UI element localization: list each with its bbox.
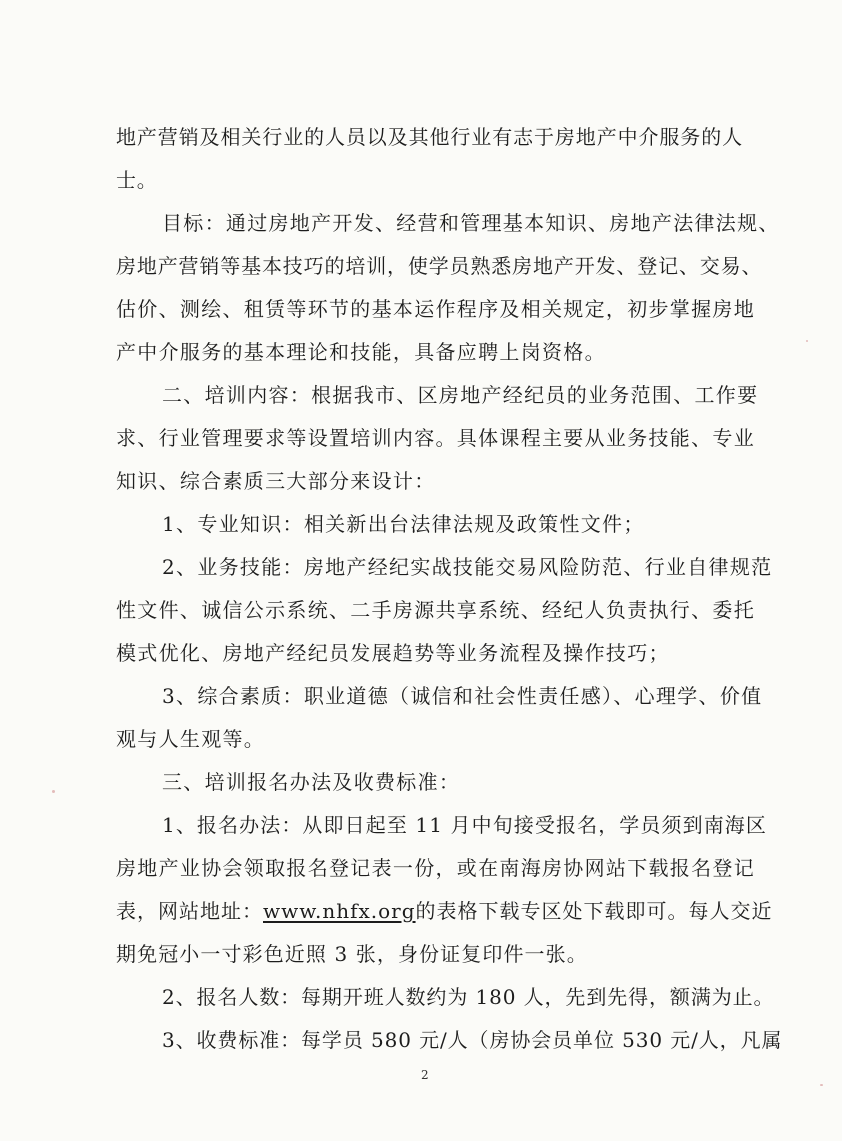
list-item: 2、报名人数：每期开班人数约为 180 人，先到先得，额满为止。 — [162, 985, 775, 1009]
list-item: 1、专业知识：相关新出台法律法规及政策性文件； — [162, 512, 645, 536]
paragraph-line: 目标：通过房地产开发、经营和管理基本知识、房地产法律法规、 — [162, 211, 780, 235]
paragraph-line: 房地产营销等基本技巧的培训，使学员熟悉房地产开发、登记、交易、 — [116, 254, 763, 278]
list-item: 2、业务技能：房地产经纪实战技能交易风险防范、行业自律规范 — [162, 555, 773, 579]
section-heading-3: 三、培训报名办法及收费标准： — [162, 770, 461, 794]
page-number: 2 — [421, 1068, 429, 1082]
paragraph-line: 期免冠小一寸彩色近照 3 张，身份证复印件一张。 — [116, 942, 588, 966]
paragraph-line: 估价、测绘、租赁等环节的基本运作程序及相关规定，初步掌握房地 — [116, 297, 755, 321]
paragraph-line: 士。 — [116, 168, 158, 192]
list-item: 3、综合素质：职业道德（诚信和社会性责任感）、心理学、价值 — [162, 684, 763, 708]
paragraph-line — [116, 898, 773, 924]
list-item: 1、报名办法：从即日起至 11 月中旬接受报名，学员须到南海区 — [162, 813, 767, 837]
paragraph-line: 观与人生观等。 — [116, 727, 266, 751]
scan-speck — [806, 340, 808, 342]
text-run: 表，网站地址： — [116, 899, 263, 923]
list-item: 3、收费标准：每学员 580 元/人（房协会员单位 530 元/人，凡属 — [162, 1028, 783, 1052]
website-link[interactable]: www.nhfx.org — [263, 899, 416, 923]
paragraph-line: 性文件、诚信公示系统、二手房源共享系统、经纪人负责执行、委托 — [116, 598, 755, 622]
paragraph-line: 产中介服务的基本理论和技能，具备应聘上岗资格。 — [116, 340, 606, 364]
scan-speck — [820, 1084, 823, 1086]
paragraph-line: 模式优化、房地产经纪员发展趋势等业务流程及操作技巧； — [116, 641, 670, 665]
paragraph-line: 知识、综合素质三大部分来设计： — [116, 469, 436, 493]
text-run: 的表格下载专区处下载即可。每人交近 — [415, 899, 773, 923]
paragraph-line: 房地产业协会领取报名登记表一份，或在南海房协网站下载报名登记 — [116, 856, 755, 880]
paragraph-line: 地产营销及相关行业的人员以及其他行业有志于房地产中介服务的人 — [116, 125, 743, 149]
paragraph-line: 求、行业管理要求等设置培训内容。具体课程主要从业务技能、专业 — [116, 426, 755, 450]
section-heading-2: 二、培训内容：根据我市、区房地产经纪员的业务范围、工作要 — [162, 383, 759, 407]
scan-speck — [52, 790, 55, 793]
